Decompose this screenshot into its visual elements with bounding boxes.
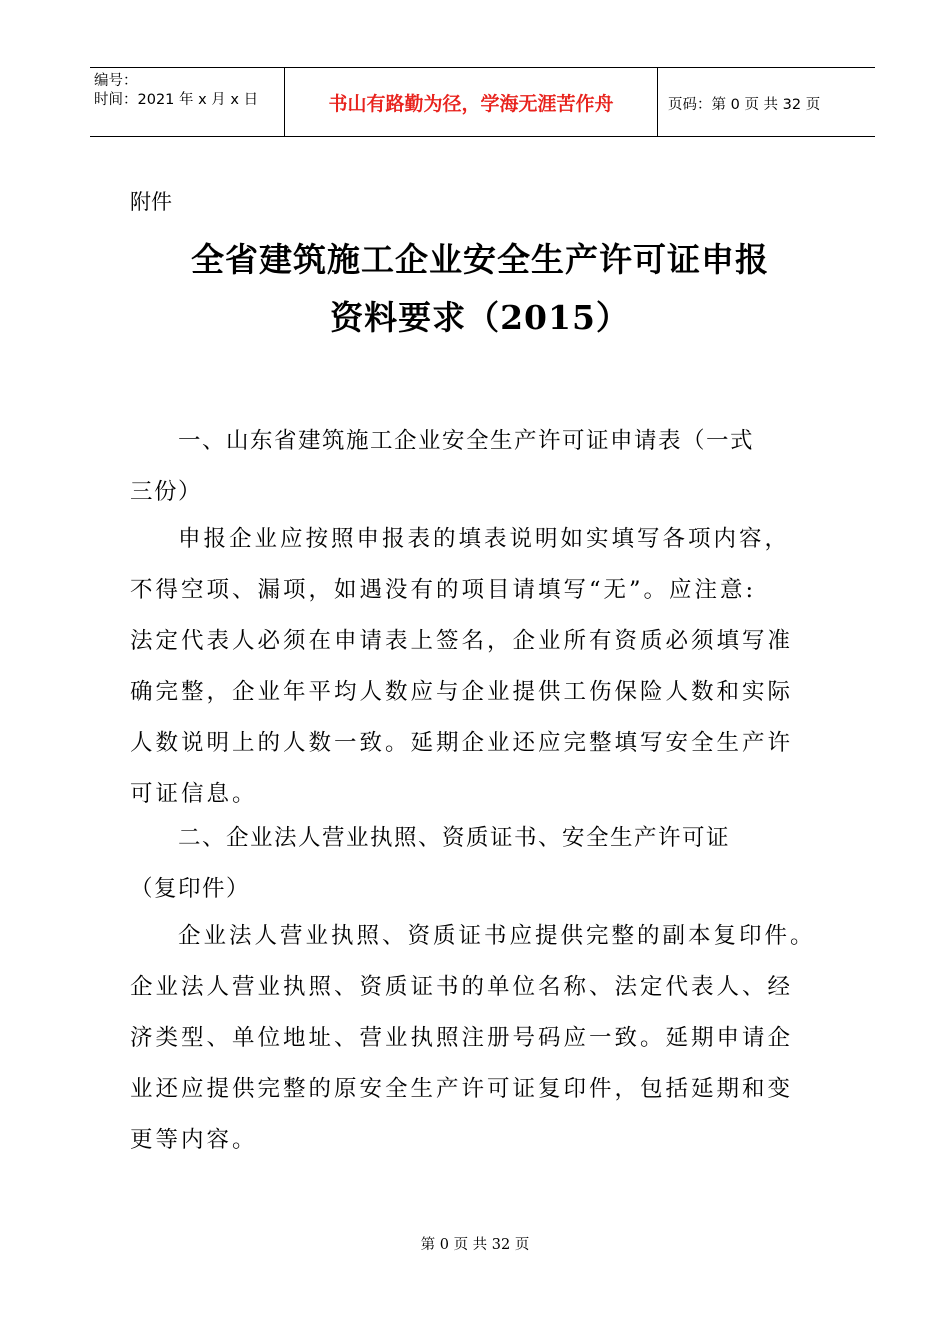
body-line: 确完整，企业年平均人数应与企业提供工伤保险人数和实际 — [130, 679, 794, 705]
body-line: 法定代表人必须在申请表上签名，企业所有资质必须填写准 — [130, 628, 794, 654]
header-motto-cell — [285, 68, 658, 136]
section-1-body — [130, 514, 842, 820]
body-line: 企业法人营业执照、资质证书应提供完整的副本复印件。 — [178, 923, 816, 949]
header-page-cell — [658, 68, 875, 136]
body-line: 业还应提供完整的原安全生产许可证复印件，包括延期和变 — [130, 1076, 794, 1102]
section-heading-line: 一、山东省建筑施工企业安全生产许可证申请表（一式 — [178, 428, 755, 454]
section-heading-line: 三份） — [130, 479, 203, 505]
body-line: 人数说明上的人数一致。延期企业还应完整填写安全生产许 — [130, 730, 794, 756]
section-2-body — [130, 911, 842, 1166]
body-line: 企业法人营业执照、资质证书的单位名称、法定代表人、经 — [130, 974, 794, 1000]
document-number-label: 编号： — [94, 73, 138, 89]
section-heading-line: （复印件） — [130, 876, 251, 902]
header-info-cell — [90, 68, 285, 136]
document-title-line-2: 资料要求（2015） — [330, 298, 630, 337]
section-heading-line: 二、企业法人营业执照、资质证书、安全生产许可证 — [178, 825, 731, 851]
body-line: 不得空项、漏项，如遇没有的项目请填写“无”。应注意: — [130, 577, 757, 603]
body-line: 可证信息。 — [130, 781, 258, 807]
section-2-heading — [130, 813, 842, 915]
section-1-heading — [130, 416, 842, 518]
header-table — [90, 67, 875, 137]
header-page-info: 页码：第 0 页 共 32 页 — [668, 97, 821, 113]
body-line: 申报企业应按照申报表的填表说明如实填写各项内容， — [178, 526, 791, 552]
body-line: 济类型、单位地址、营业执照注册号码应一致。延期申请企 — [130, 1025, 794, 1051]
body-line: 更等内容。 — [130, 1127, 258, 1153]
header-motto: 书山有路勤为径，学海无涯苦作舟 — [328, 93, 614, 115]
document-title-line-1: 全省建筑施工企业安全生产许可证申报 — [191, 240, 769, 279]
attachment-label: 附件 — [130, 190, 172, 214]
document-date-label: 时间：2021 年 x 月 x 日 — [94, 92, 259, 108]
page-footer: 第 0 页 共 32 页 — [420, 1237, 530, 1253]
